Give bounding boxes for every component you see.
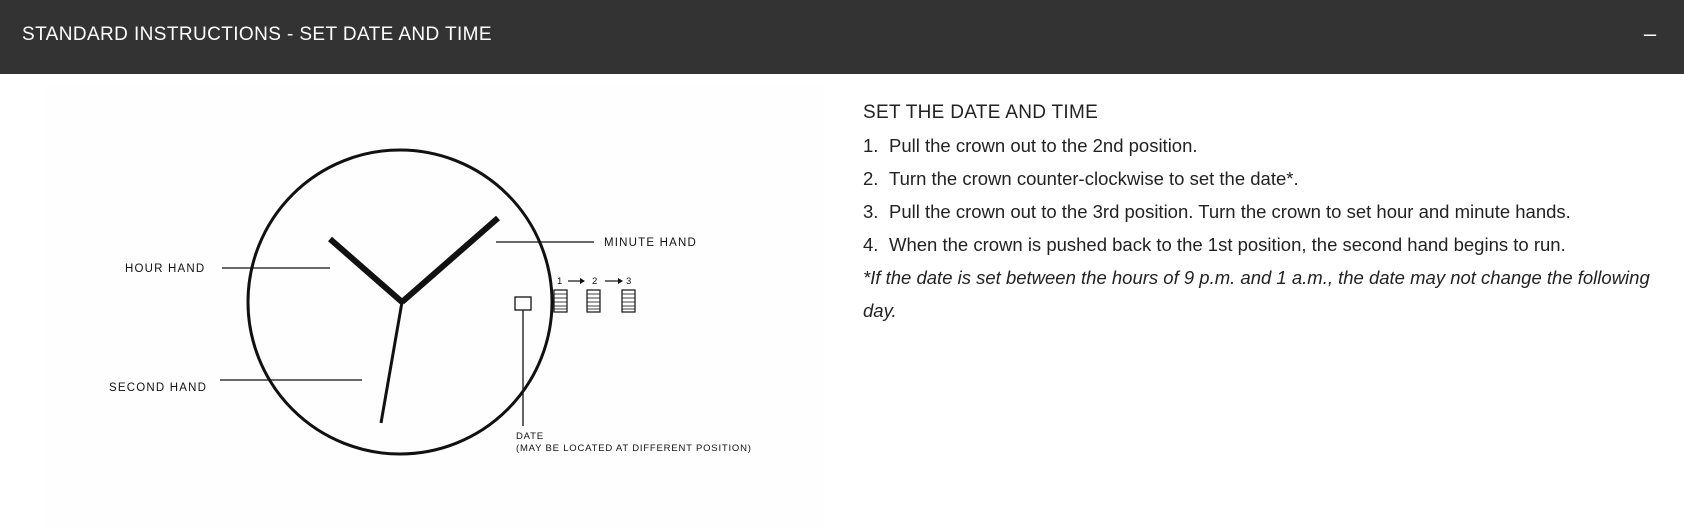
collapse-button[interactable]: – bbox=[1643, 21, 1657, 46]
panel-title: STANDARD INSTRUCTIONS - SET DATE AND TIME bbox=[22, 24, 492, 45]
step-number: 2. bbox=[863, 168, 879, 189]
crown-position-3: 3 bbox=[626, 276, 633, 287]
hour-hand-label: HOUR HAND bbox=[125, 263, 206, 275]
instruction-step bbox=[863, 162, 1663, 195]
crown-position-2: 2 bbox=[592, 276, 599, 287]
step-text: Turn the crown counter-clockwise to set the date*. bbox=[889, 168, 1299, 189]
step-number: 1. bbox=[863, 135, 879, 156]
second-hand-label: SECOND HAND bbox=[109, 382, 208, 394]
step-text: Pull the crown out to the 3rd position. Turn the crown to set hour and minute hands. bbox=[889, 201, 1571, 222]
crown-position-3-icon bbox=[622, 290, 635, 312]
date-position-note: (MAY BE LOCATED AT DIFFERENT POSITION) bbox=[516, 443, 752, 454]
watch-diagram bbox=[44, 84, 824, 528]
crown-position-2-icon bbox=[587, 290, 600, 312]
second-hand bbox=[381, 302, 402, 423]
step-number: 3. bbox=[863, 201, 879, 222]
date-setting-note: *If the date is set between the hours of 9 p.m. and 1 a.m., the date may not change the following day. bbox=[863, 267, 1650, 321]
instruction-steps bbox=[863, 129, 1663, 261]
date-label: DATE bbox=[516, 431, 544, 442]
step-text: Pull the crown out to the 2nd position. bbox=[889, 135, 1198, 156]
instruction-step bbox=[863, 228, 1663, 261]
crown-arrow-head-1 bbox=[580, 278, 585, 284]
minute-hand bbox=[402, 218, 498, 302]
instructions-title: SET THE DATE AND TIME bbox=[863, 102, 1099, 123]
crown-position-1-icon bbox=[554, 290, 567, 312]
step-number: 4. bbox=[863, 234, 879, 255]
watch-diagram-svg bbox=[44, 84, 824, 528]
step-text: When the crown is pushed back to the 1st position, the second hand begins to run. bbox=[889, 234, 1566, 255]
date-window bbox=[515, 297, 531, 310]
crown-position-1: 1 bbox=[557, 276, 564, 287]
crown-arrow-head-2 bbox=[618, 278, 623, 284]
instruction-step bbox=[863, 195, 1663, 228]
hour-hand bbox=[330, 239, 402, 302]
instruction-step bbox=[863, 129, 1663, 162]
panel-header bbox=[0, 0, 1684, 74]
minute-hand-label: MINUTE HAND bbox=[604, 237, 698, 249]
instructions-panel bbox=[863, 96, 1663, 327]
